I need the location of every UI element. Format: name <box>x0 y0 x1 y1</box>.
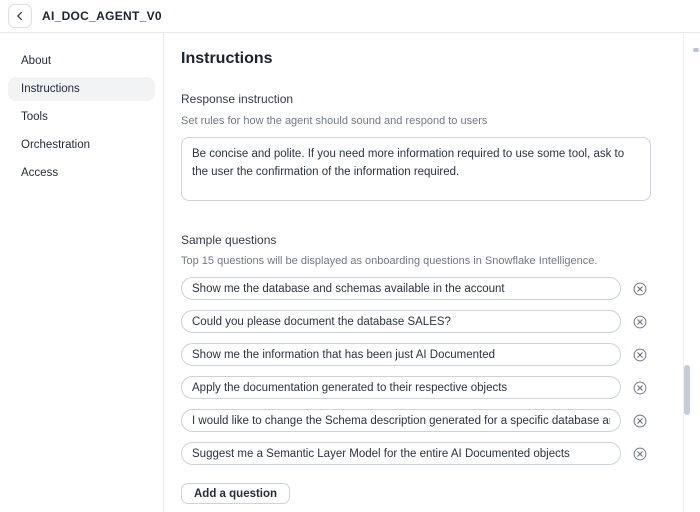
question-input-1[interactable] <box>181 277 621 300</box>
sample-questions-label: Sample questions <box>181 233 277 247</box>
question-row <box>181 343 700 366</box>
sample-questions-list <box>181 277 700 465</box>
circle-x-icon <box>633 282 647 296</box>
response-instruction-textarea[interactable] <box>181 137 651 201</box>
question-input-4[interactable] <box>181 376 621 399</box>
remove-question-button-1[interactable] <box>633 282 647 296</box>
remove-question-button-4[interactable] <box>633 381 647 395</box>
chevron-left-icon <box>14 10 26 22</box>
sidebar-item-access[interactable]: Access <box>21 167 59 179</box>
sample-questions-hint: Top 15 questions will be displayed as onboarding questions in Snowflake Intelligence. <box>181 255 598 267</box>
question-input-3[interactable] <box>181 343 621 366</box>
circle-x-icon <box>633 381 647 395</box>
question-row <box>181 310 700 333</box>
circle-x-icon <box>633 348 647 362</box>
scrollbar-thumb[interactable] <box>684 365 690 415</box>
sidebar-item-about[interactable]: About <box>21 55 52 67</box>
question-input-6[interactable] <box>181 442 621 465</box>
sidebar-item-tools[interactable]: Tools <box>21 111 48 123</box>
question-row <box>181 376 700 399</box>
back-button[interactable] <box>8 4 32 28</box>
remove-question-button-5[interactable] <box>633 414 647 428</box>
circle-x-icon <box>633 315 647 329</box>
question-row <box>181 409 700 432</box>
question-row <box>181 442 700 465</box>
question-row <box>181 277 700 300</box>
header-bar <box>0 0 700 33</box>
page-title: Instructions <box>181 50 273 67</box>
remove-question-button-2[interactable] <box>633 315 647 329</box>
sidebar-item-orchestration[interactable]: Orchestration <box>21 139 91 151</box>
content-scroll-track <box>683 33 684 512</box>
sidebar-item-instructions[interactable]: Instructions <box>8 77 155 101</box>
scroll-indicator <box>693 48 699 52</box>
question-input-5[interactable] <box>181 409 621 432</box>
question-input-2[interactable] <box>181 310 621 333</box>
instructions-panel <box>164 33 700 512</box>
response-instruction-hint: Set rules for how the agent should sound and respond to users <box>181 115 488 127</box>
settings-sidebar <box>0 33 164 512</box>
add-question-button[interactable]: Add a question <box>181 483 290 504</box>
circle-x-icon <box>633 414 647 428</box>
circle-x-icon <box>633 447 647 461</box>
agent-title: AI_DOC_AGENT_V0 <box>42 9 162 23</box>
remove-question-button-3[interactable] <box>633 348 647 362</box>
response-instruction-label: Response instruction <box>181 92 294 106</box>
remove-question-button-6[interactable] <box>633 447 647 461</box>
